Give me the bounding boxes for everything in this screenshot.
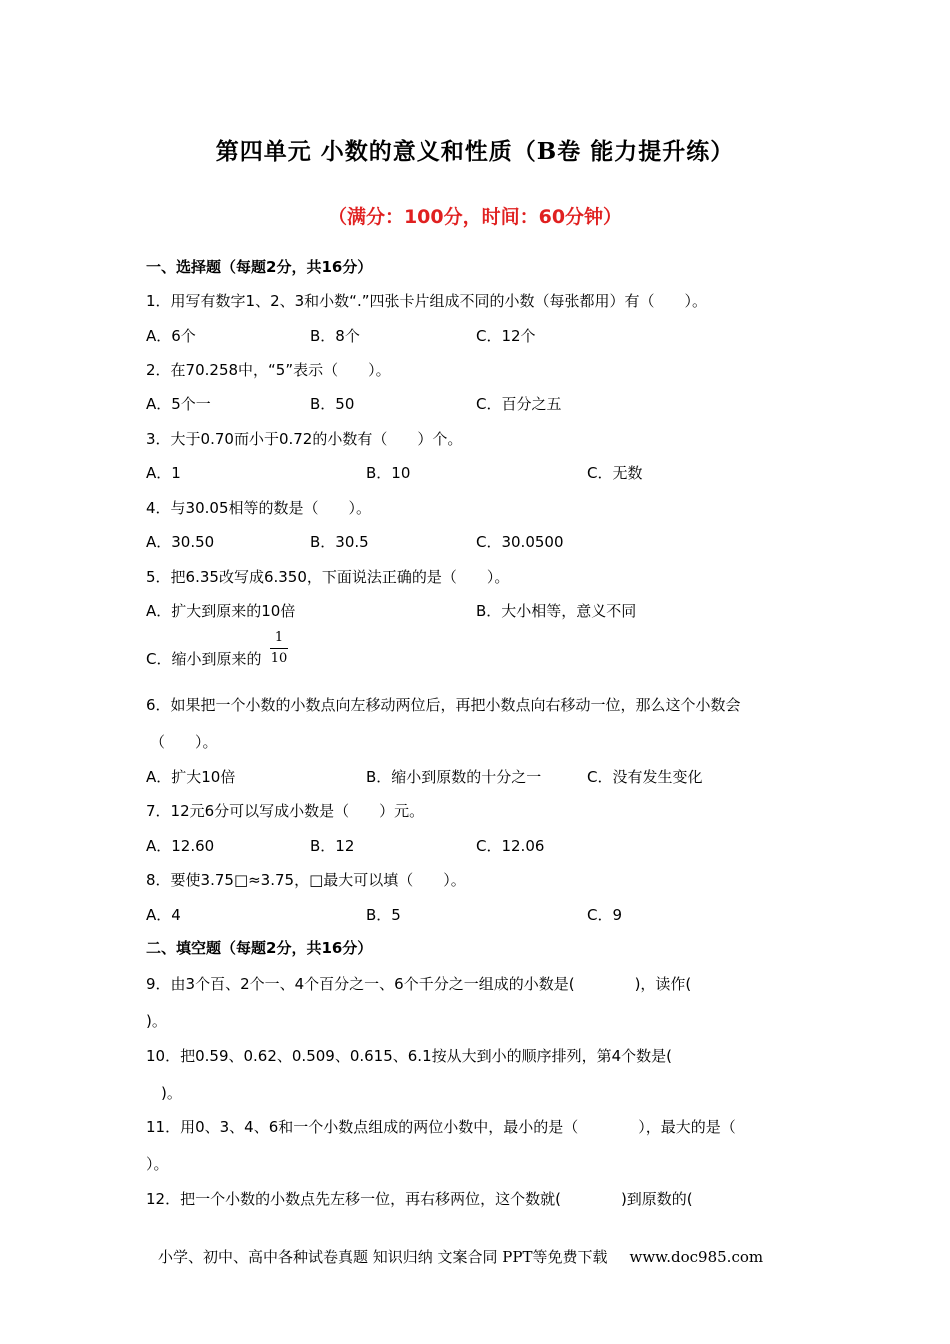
q5-option-a: A．扩大到原来的10倍 [146,602,296,620]
question-9-continued: )。 [146,1012,167,1030]
question-1: 1．用写有数字1、2、3和小数“.”四张卡片组成不同的小数（每张都用）有（ ）。 [146,292,707,310]
question-12: 12．把一个小数的小数点先左移一位，再右移两位，这个数就( )到原数的( [146,1190,693,1208]
q7-option-c: C．12.06 [476,837,545,855]
question-3: 3．大于0.70而小于0.72的小数有（ ）个。 [146,430,463,448]
q8-option-c: C．9 [587,906,623,924]
q6-option-a: A．扩大10倍 [146,768,236,786]
q3-option-a: A．1 [146,464,181,482]
q7-option-a: A．12.60 [146,837,215,855]
fraction-numerator: 1 [274,630,284,645]
q5-option-c-fraction [270,630,288,667]
q3-option-b: B．10 [366,464,411,482]
question-4: 4．与30.05相等的数是（ ）。 [146,499,371,517]
q6-option-c: C．没有发生变化 [587,768,703,786]
q1-option-c: C．12个 [476,327,536,345]
q4-option-c: C．30.0500 [476,533,564,551]
q2-option-c: C．百分之五 [476,395,562,413]
question-5: 5．把6.35改写成6.350，下面说法正确的是（ ）。 [146,568,510,586]
q5-option-b: B．大小相等，意义不同 [476,602,637,620]
footer-text: 小学、初中、高中各种试卷真题 知识归纳 文案合同 PPT等免费下载 [158,1248,608,1266]
q4-option-b: B．30.5 [310,533,369,551]
q5-option-c: C．缩小到原来的 [146,650,262,668]
q8-option-b: B．5 [366,906,401,924]
page-title: 第四单元 小数的意义和性质（B卷 能力提升练） [215,138,735,165]
q3-option-c: C．无数 [587,464,643,482]
question-8: 8．要使3.75□≈3.75，□最大可以填（ ）。 [146,871,466,889]
question-2: 2．在70.258中，“5”表示（ ）。 [146,361,391,379]
fraction-denominator: 10 [270,651,288,666]
question-9: 9．由3个百、2个一、4个百分之一、6个千分之一组成的小数是( )，读作( [146,975,692,993]
q8-option-a: A．4 [146,906,181,924]
question-10: 10．把0.59、0.62、0.509、0.615、6.1按从大到小的顺序排列，第4个数是( [146,1047,673,1065]
question-11-continued: ）。 [146,1155,169,1173]
question-6: 6．如果把一个小数的小数点向左移动两位后，再把小数点向右移动一位，那么这个小数会 [146,696,741,714]
exam-info: （满分：100分，时间：60分钟） [327,206,623,228]
q2-option-b: B．50 [310,395,355,413]
q1-option-a: A．6个 [146,327,196,345]
q1-option-b: B．8个 [310,327,360,345]
fraction-bar [270,648,288,649]
question-10-continued: )。 [146,1084,182,1102]
question-6-continued: （ ）。 [150,733,218,751]
section-heading-fill: 二、填空题（每题2分，共16分） [146,939,373,957]
question-7: 7．12元6分可以写成小数是（ ）元。 [146,802,425,820]
q4-option-a: A．30.50 [146,533,215,551]
section-heading-choice: 一、选择题（每题2分，共16分） [146,258,373,276]
q6-option-b: B．缩小到原数的十分之一 [366,768,542,786]
footer-url[interactable]: www.doc985.com [629,1248,764,1266]
question-11: 11．用0、3、4、6和一个小数点组成的两位小数中，最小的是（ ），最大的是（ [146,1118,736,1136]
q7-option-b: B．12 [310,837,355,855]
q2-option-a: A．5个一 [146,395,211,413]
footer [158,1246,763,1267]
